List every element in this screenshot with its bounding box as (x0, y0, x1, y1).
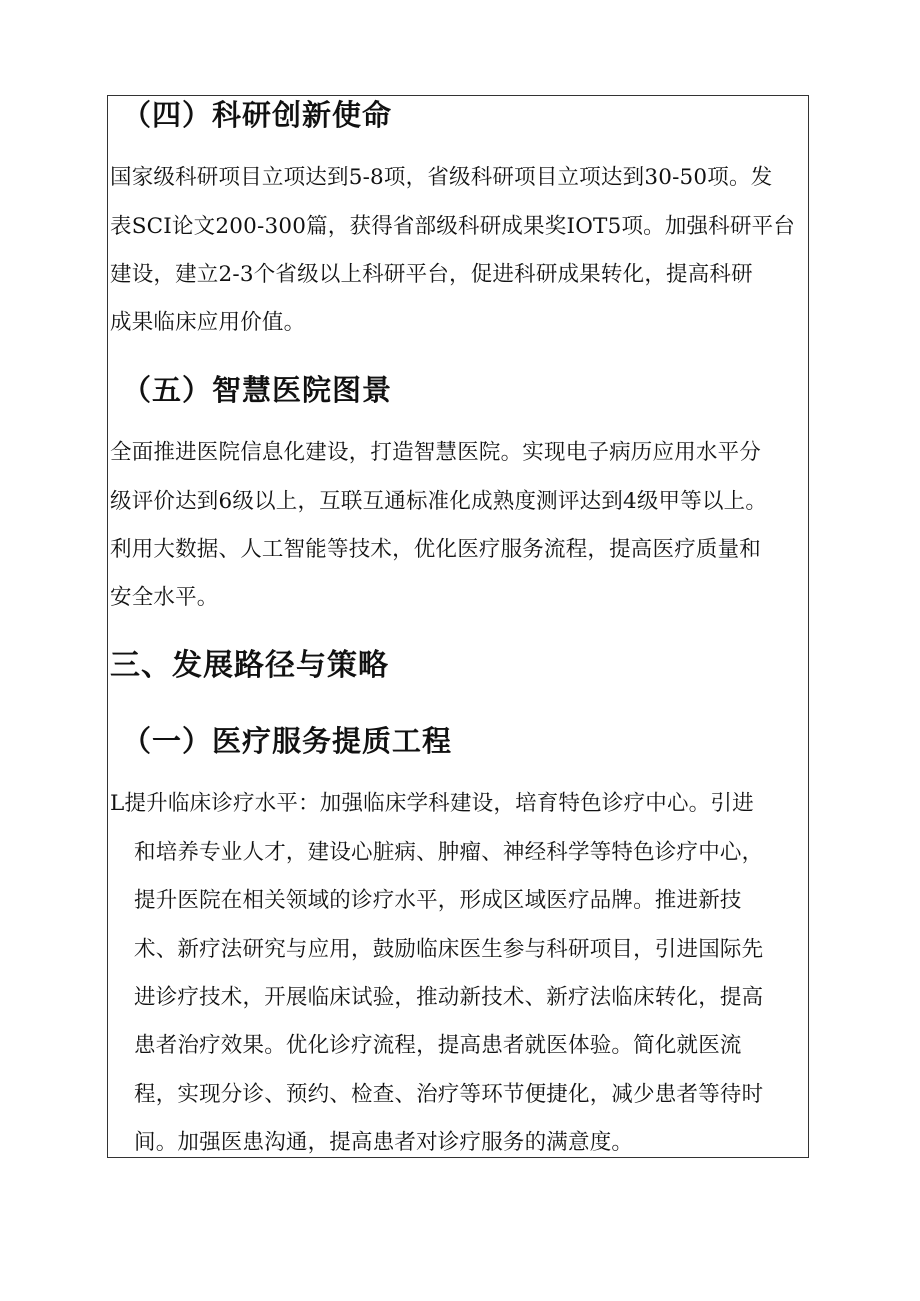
list-item-line: 提升医院在相关领域的诊疗水平，形成区域医疗品牌。推进新技 (134, 888, 742, 913)
list-item-line: 间。加强医患沟通，提高患者对诊疗服务的满意度。 (134, 1130, 634, 1155)
list-item-line: 和培养专业人才，建设心脏病、肿瘤、神经科学等特色诊疗中心， (134, 840, 764, 865)
list-item-line: 术、新疗法研究与应用，鼓励临床医生参与科研项目，引进国际先 (134, 937, 764, 962)
paragraph-line: 国家级科研项目立项达到5-8项，省级科研项目立项达到30-50项。发 (110, 165, 773, 190)
list-item-line: 患者治疗效果。优化诊疗流程，提高患者就医体验。简化就医流 (134, 1033, 742, 1058)
section-heading-smart-hospital: （五）智慧医院图景 (122, 373, 393, 407)
paragraph-line: 利用大数据、人工智能等技术，优化医疗服务流程，提高医疗质量和 (110, 537, 762, 562)
paragraph-line: 级评价达到6级以上，互联互通标准化成熟度测评达到4级甲等以上。 (110, 489, 768, 514)
list-item-line: 程，实现分诊、预约、检查、治疗等环节便捷化，减少患者等待时 (134, 1082, 764, 1107)
list-item-line: 进诊疗技术，开展临床试验，推动新技术、新疗法临床转化，提高 (134, 985, 764, 1010)
section-heading-research: （四）科研创新使命 (122, 98, 393, 132)
chapter-heading: 三、发展路径与策略 (110, 648, 389, 683)
paragraph-line: 安全水平。 (110, 585, 219, 610)
paragraph-line: 表SCI论文200-300篇，获得省部级科研成果奖IOT5项。加强科研平台 (110, 214, 796, 239)
subsection-heading-medical-service: （一）医疗服务提质工程 (122, 724, 453, 758)
paragraph-line: 成果临床应用价值。 (110, 310, 306, 335)
list-item-line: L提升临床诊疗水平：加强临床学科建设，培育特色诊疗中心。引进 (110, 791, 754, 816)
paragraph-line: 全面推进医院信息化建设，打造智慧医院。实现电子病历应用水平分 (110, 440, 762, 465)
paragraph-line: 建设，建立2-3个省级以上科研平台，促进科研成果转化，提高科研 (110, 262, 753, 287)
